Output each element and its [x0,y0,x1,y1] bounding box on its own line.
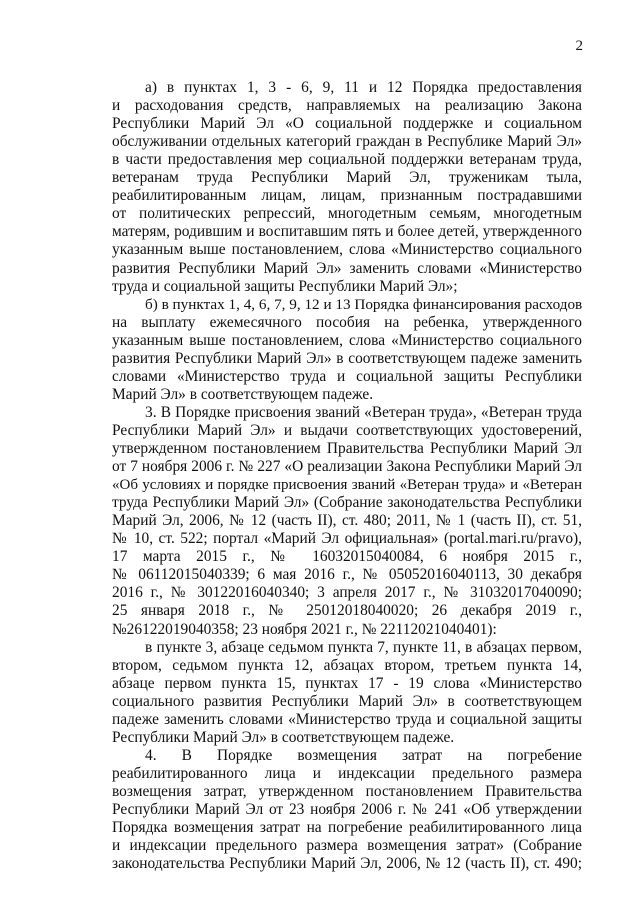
text-line: труда и социальной защиты Республики Марий Эл»; [112,277,458,295]
text-line: возмещения затрат, утвержденном постановлением Правительства [112,782,582,800]
text-line: от политических репрессий, многодетным семьям, многодетным [112,205,582,223]
text-line: абзаце первом пункта 15, пунктах 17 - 19 слова «Министерство [112,674,582,692]
text-line: ветеранам труда Республики Марий Эл, труженикам тыла, [112,169,582,187]
text-line: № 10, ст. 522; портал «Марий Эл официальная» (portal.mari.ru/pravo), [112,530,582,548]
text-line: в пункте 3, абзаце седьмом пункта 7, пункте 11, в абзацах первом, [145,638,582,656]
text-line: «Об условиях и порядке присвоения званий «Ветеран труда» и «Ветеран [112,477,582,494]
text-line: реабилитированным лицам, лицам, признанным пострадавшими [112,187,582,205]
text-line: развития Республики Марий Эл» в соответствующем падеже заменить [112,349,582,367]
text-line: указанным выше постановлением, слова «Министерство социального [112,241,582,259]
text-line: б) в пунктах 1, 4, 6, 7, 9, 12 и 13 Порядка финансирования расходов [145,295,583,313]
text-line: и расходования средств, направляемых на реализацию Закона [112,97,582,115]
text-line: от 7 ноября 2006 г. № 227 «О реализации Закона Республики Марий Эл [112,458,582,476]
text-line: в части предоставления мер социальной поддержки ветеранам труда, [112,151,582,169]
text-line: 2016 г., № 30122016040340; 3 апреля 2017 г., № 31032017040090; [112,584,582,602]
text-line: утвержденном постановлением Правительства Республики Марий Эл [112,440,582,457]
text-line: втором, седьмом пункта 12, абзацах втором, третьем пункта 14, [112,656,582,674]
text-line: а) в пунктах 1, 3 - 6, 9, 11 и 12 Порядка предоставления [145,79,582,96]
text-line: на выплату ежемесячного пособия на ребенка, утвержденного [112,313,582,331]
text-line: №26122019040358; 23 ноября 2021 г., № 22112021040401): [112,620,497,638]
text-line: № 06112015040339; 6 мая 2016 г., № 05052016040113, 30 декабря [112,566,582,584]
text-line: развития Республики Марий Эл» заменить словами «Министерство [112,259,582,277]
text-line: падеже заменить словами «Министерство труда и социальной защиты [112,710,582,728]
text-line: словами «Министерство труда и социальной защиты Республики [112,367,582,385]
text-line: Республики Марий Эл» в соответствующем падеже. [112,728,455,746]
text-line: Республики Марий Эл от 23 ноября 2006 г. № 241 «Об утверждении [112,801,582,818]
text-line: социального развития Республики Марий Эл» в соответствующем [112,692,582,710]
text-line: 25 января 2018 г., № 25012018040020; 26 декабря 2019 г., [112,602,582,620]
text-line: 4. В Порядке возмещения затрат на погребение [145,746,582,764]
text-line: матерям, родившим и воспитавшим пять и более детей, утвержденного [112,223,582,241]
text-line: и индексации предельного размера возмещения затрат» (Собрание [112,837,582,855]
text-line: законодательства Республики Марий Эл, 2006, № 12 (часть II), ст. 490; [112,855,582,873]
text-line: Республики Марий Эл» и выдачи соответствующих удостоверений, [112,421,582,439]
text-line: 17 марта 2015 г., № 16032015040084, 6 ноября 2015 г., [112,548,582,566]
page-number: 2 [575,38,583,54]
text-line: Марий Эл, 2006, № 12 (часть II), ст. 480; 2011, № 1 (часть II), ст. 51, [112,512,582,530]
text-line: труда Республики Марий Эл» (Собрание законодательства Республики [112,494,582,512]
text-line: обслуживании отдельных категорий граждан в Республике Марий Эл» [112,133,582,151]
text-line: Порядка возмещения затрат на погребение реабилитированного лица [112,819,582,837]
text-line: 3. В Порядке присвоения званий «Ветеран труда», «Ветеран труда [145,403,582,421]
text-line: Марий Эл» в соответствующем падеже. [112,385,374,403]
text-line: Республики Марий Эл «О социальной поддержке и социальном [112,115,582,133]
text-line: реабилитированного лица и индексации предельного размера [112,764,582,782]
text-line: указанным выше постановлением, слова «Министерство социального [112,331,582,349]
